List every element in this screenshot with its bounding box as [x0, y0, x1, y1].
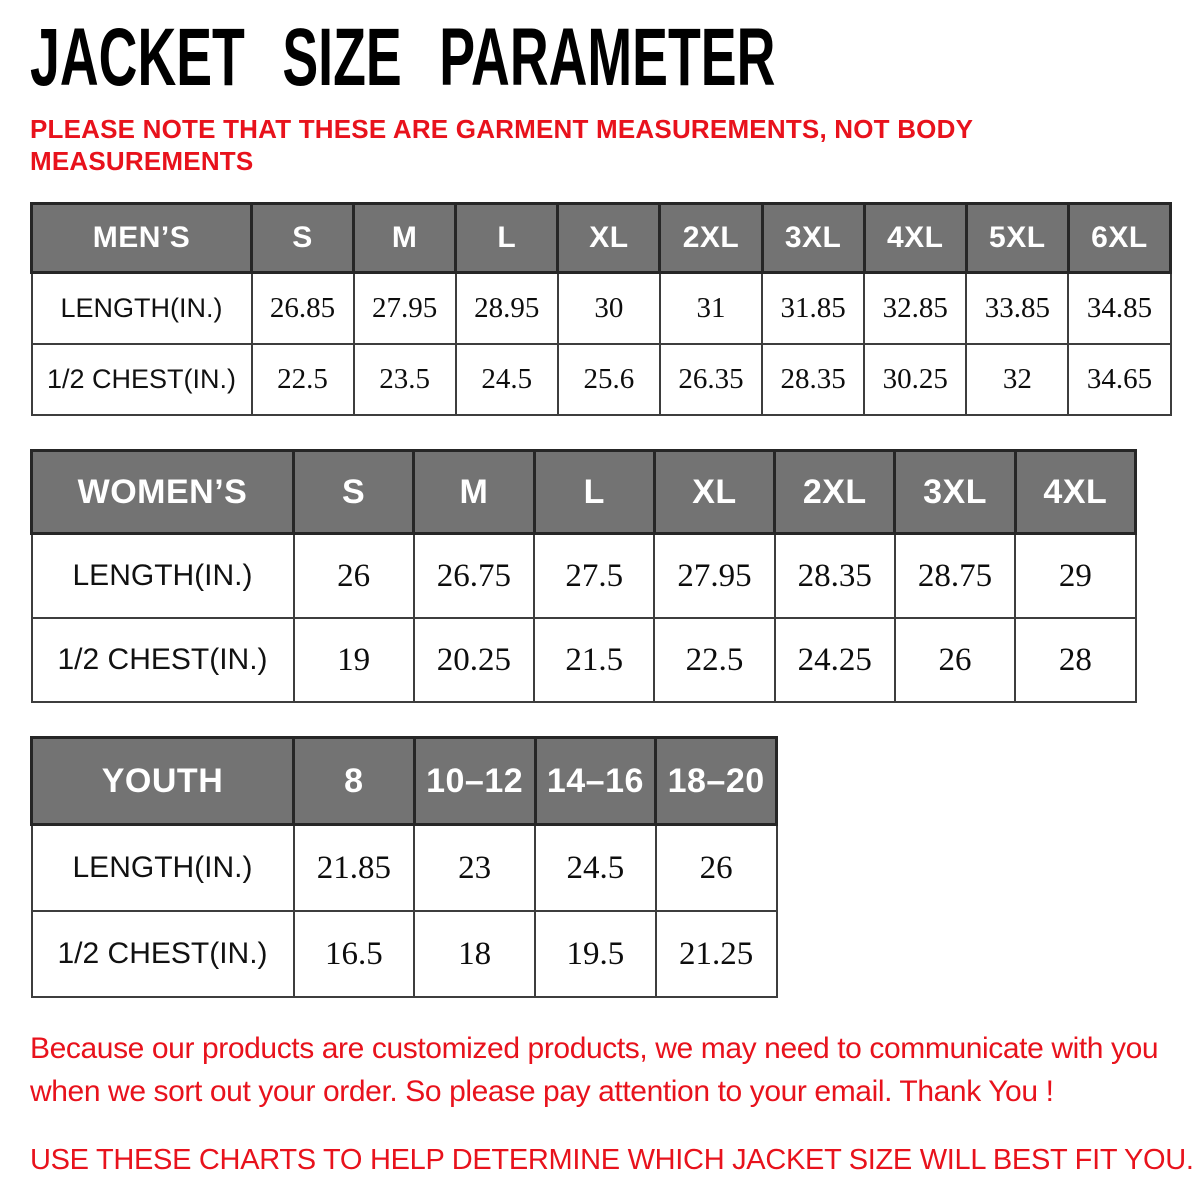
measure-value-cell: 24.25: [775, 618, 895, 702]
note-line-2: MEASUREMENTS: [30, 145, 254, 176]
measure-value-cell: 32.85: [864, 273, 966, 345]
size-header-cell: 5XL: [966, 204, 1068, 273]
womens-table-title-cell: WOMEN’S: [32, 451, 294, 534]
measure-value-cell: 22.5: [252, 344, 354, 415]
page-title: JACKET SIZE PARAMETER: [30, 12, 776, 103]
measure-value-cell: 20.25: [414, 618, 534, 702]
measure-value-cell: 19: [294, 618, 414, 702]
measure-value-cell: 30: [558, 273, 660, 345]
measure-value-cell: 28.75: [895, 534, 1015, 619]
customization-note-line-1: Because our products are customized products, we may need to communicate with you: [30, 1032, 1159, 1066]
size-header-cell: 4XL: [1015, 451, 1135, 534]
size-header-cell: L: [456, 204, 558, 273]
measure-value-cell: 27.95: [354, 273, 456, 345]
mens-size-table: [30, 202, 1172, 416]
measure-label-cell: 1/2 CHEST(IN.): [32, 344, 252, 415]
measure-value-cell: 26: [895, 618, 1015, 702]
measure-value-cell: 34.85: [1068, 273, 1170, 345]
measure-value-cell: 28.95: [456, 273, 558, 345]
measure-label-cell: LENGTH(IN.): [32, 825, 294, 912]
womens-header-row: [32, 451, 1136, 534]
measure-value-cell: 31.85: [762, 273, 864, 345]
customization-note: [30, 1028, 1172, 1113]
mens-table-title-cell: MEN’S: [32, 204, 252, 273]
table-row: [32, 618, 1136, 702]
measure-value-cell: 28: [1015, 618, 1135, 702]
size-header-cell: 4XL: [864, 204, 966, 273]
youth-header-row: [32, 738, 777, 825]
measure-value-cell: 24.5: [535, 825, 656, 912]
measure-value-cell: 27.5: [534, 534, 654, 619]
table-row: [32, 534, 1136, 619]
table-row: [32, 273, 1171, 345]
size-header-cell: 3XL: [762, 204, 864, 273]
measure-value-cell: 23.5: [354, 344, 456, 415]
measure-value-cell: 22.5: [654, 618, 774, 702]
size-header-cell: 2XL: [660, 204, 762, 273]
measure-value-cell: 32: [966, 344, 1068, 415]
measure-value-cell: 33.85: [966, 273, 1068, 345]
size-header-cell: S: [252, 204, 354, 273]
size-header-cell: XL: [654, 451, 774, 534]
measure-value-cell: 34.65: [1068, 344, 1170, 415]
size-header-cell: 6XL: [1068, 204, 1170, 273]
measure-value-cell: 28.35: [775, 534, 895, 619]
measure-value-cell: 18: [414, 911, 535, 997]
measure-value-cell: 26: [294, 534, 414, 619]
youth-table-title-cell: YOUTH: [32, 738, 294, 825]
measure-value-cell: 28.35: [762, 344, 864, 415]
measure-value-cell: 19.5: [535, 911, 656, 997]
size-header-cell: 3XL: [895, 451, 1015, 534]
size-header-cell: 14–16: [535, 738, 656, 825]
measure-value-cell: 30.25: [864, 344, 966, 415]
measure-value-cell: 21.85: [294, 825, 415, 912]
measure-label-cell: LENGTH(IN.): [32, 534, 294, 619]
size-header-cell: S: [294, 451, 414, 534]
measure-label-cell: 1/2 CHEST(IN.): [32, 911, 294, 997]
measure-value-cell: 26.75: [414, 534, 534, 619]
table-row: [32, 825, 777, 912]
measure-label-cell: 1/2 CHEST(IN.): [32, 618, 294, 702]
measure-value-cell: 23: [414, 825, 535, 912]
measure-value-cell: 25.6: [558, 344, 660, 415]
size-header-cell: 18–20: [656, 738, 777, 825]
size-header-cell: 2XL: [775, 451, 895, 534]
measure-value-cell: 21.5: [534, 618, 654, 702]
note-line-1: PLEASE NOTE THAT THESE ARE GARMENT MEASUREMENTS, NOT BODY: [30, 114, 974, 144]
garment-measurement-note: [30, 114, 1172, 177]
customization-note-line-2: when we sort out your order. So please pay attention to your email. Thank You !: [30, 1075, 1054, 1109]
measure-value-cell: 16.5: [294, 911, 415, 997]
mens-header-row: [32, 204, 1171, 273]
size-header-cell: XL: [558, 204, 660, 273]
table-row: [32, 911, 777, 997]
size-header-cell: 8: [294, 738, 415, 825]
measure-value-cell: 27.95: [654, 534, 774, 619]
measure-value-cell: 31: [660, 273, 762, 345]
chart-usage-note: USE THESE CHARTS TO HELP DETERMINE WHICH JACKET SIZE WILL BEST FIT YOU.: [30, 1143, 1194, 1176]
size-header-cell: L: [534, 451, 654, 534]
youth-size-table: [30, 736, 778, 998]
size-header-cell: 10–12: [414, 738, 535, 825]
measure-value-cell: 26.85: [252, 273, 354, 345]
womens-size-table: [30, 449, 1137, 703]
measure-label-cell: LENGTH(IN.): [32, 273, 252, 345]
measure-value-cell: 26.35: [660, 344, 762, 415]
measure-value-cell: 29: [1015, 534, 1135, 619]
size-header-cell: M: [354, 204, 456, 273]
measure-value-cell: 21.25: [656, 911, 777, 997]
measure-value-cell: 26: [656, 825, 777, 912]
table-row: [32, 344, 1171, 415]
size-header-cell: M: [414, 451, 534, 534]
measure-value-cell: 24.5: [456, 344, 558, 415]
